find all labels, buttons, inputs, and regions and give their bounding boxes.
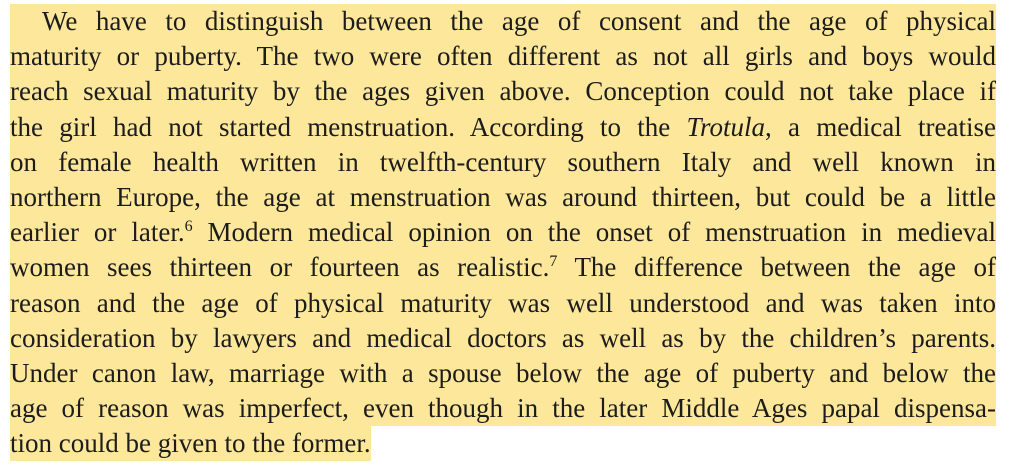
text-line: [10, 74, 996, 109]
line-text: [10, 110, 996, 145]
line-text: age of reason was imperfect, even though in the later Middle Ages papal dispensa-: [10, 391, 996, 426]
text-run: women sees thirteen or fourteen as realistic.: [10, 252, 550, 283]
text-line: [10, 426, 996, 461]
line-text: We have to distinguish between the age of consent and the age of physical: [10, 4, 996, 39]
text-line: [10, 250, 996, 285]
line-text: consideration by lawyers and medical doctors as well as by the children’s parents.: [10, 321, 996, 356]
text-run: Modern medical opinion on the onset of menstruation in medieval: [192, 217, 997, 248]
line-text: reason and the age of physical maturity was well understood and was taken into: [10, 286, 996, 321]
text-line: [10, 215, 996, 250]
text-line: [10, 4, 996, 39]
text-line: [10, 110, 996, 145]
line-text: Under canon law, marriage with a spouse below the age of puberty and below the: [10, 356, 996, 391]
text-run: earlier or later.: [10, 217, 185, 248]
text-line: [10, 39, 996, 74]
text-line: [10, 356, 996, 391]
line-text: on female health written in twelfth-century southern Italy and well known in: [10, 145, 996, 180]
text-run: The difference between the age of: [557, 252, 996, 283]
footnote-marker[interactable]: 7: [549, 253, 558, 271]
text-line: [10, 321, 996, 356]
text-line: [10, 286, 996, 321]
line-text: reach sexual maturity by the ages given above. Conception could not take place if: [10, 74, 996, 109]
text-line: [10, 180, 996, 215]
line-text: maturity or puberty. The two were often different as not all girls and boys would: [10, 39, 996, 74]
footnote-marker[interactable]: 6: [184, 218, 193, 236]
text-run: the girl had not started menstruation. According to the: [10, 111, 687, 142]
text-line: [10, 391, 996, 426]
text-run: , a medical treatise: [765, 111, 996, 142]
line-text: [10, 215, 996, 250]
book-title: Trotula: [686, 111, 766, 142]
text-line: [10, 145, 996, 180]
line-text: tion could be given to the former.: [10, 426, 371, 461]
line-text: [10, 250, 996, 285]
highlighted-passage: [10, 4, 996, 461]
line-text: northern Europe, the age at menstruation was around thirteen, but could be a little: [10, 180, 996, 215]
